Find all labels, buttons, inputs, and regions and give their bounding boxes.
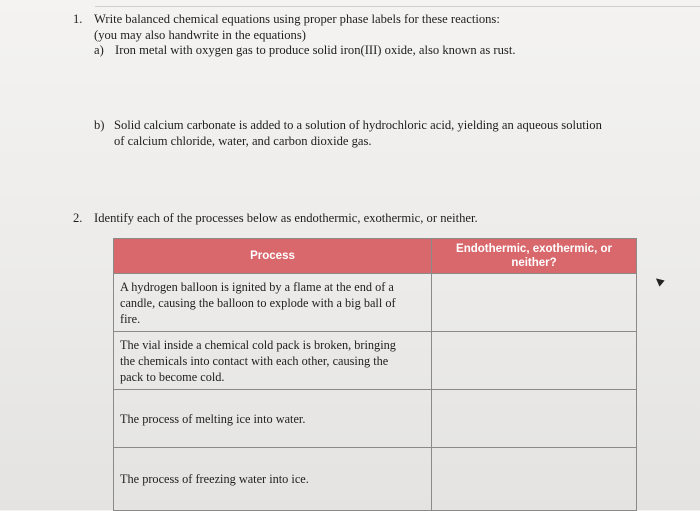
answer-cell[interactable] — [432, 332, 637, 390]
table-header-row — [114, 239, 637, 274]
part-b-label: b) — [94, 118, 105, 132]
process-text-line: the chemicals into contact with each other, causing the — [120, 353, 389, 368]
question-2-prompt: Identify each of the processes below as endothermic, exothermic, or neither. — [94, 211, 478, 225]
question-1-prompt: Write balanced chemical equations using proper phase labels for these reactions: — [94, 12, 500, 26]
table-row — [114, 332, 637, 390]
page-top-rule — [95, 6, 700, 7]
question-2-number: 2. — [73, 211, 83, 225]
process-cell — [114, 448, 432, 511]
answer-cell[interactable] — [432, 448, 637, 511]
table-row — [114, 274, 637, 332]
process-text-line: The vial inside a chemical cold pack is broken, bringing — [120, 337, 396, 352]
header-classification: Endothermic, exothermic, or neither? — [432, 239, 637, 274]
answer-cell[interactable] — [432, 274, 637, 332]
question-1-note: (you may also handwrite in the equations) — [94, 28, 306, 42]
table-row — [114, 448, 637, 511]
process-classification-table — [113, 238, 637, 511]
process-cell — [114, 274, 432, 332]
process-cell — [114, 390, 432, 448]
process-text-line: A hydrogen balloon is ignited by a flame at the end of a — [120, 279, 394, 294]
part-a-label: a) — [94, 43, 104, 57]
process-text-line: The process of freezing water into ice. — [120, 472, 309, 486]
part-b-text-line2: of calcium chloride, water, and carbon dioxide gas. — [114, 134, 372, 148]
header-process: Process — [114, 239, 432, 274]
part-b-text-line1: Solid calcium carbonate is added to a solution of hydrochloric acid, yielding an aqueous solution — [114, 118, 602, 132]
mouse-cursor-icon — [653, 275, 664, 286]
process-text-line: pack to become cold. — [120, 369, 225, 384]
part-a-text: Iron metal with oxygen gas to produce solid iron(III) oxide, also known as rust. — [115, 43, 516, 57]
table-row — [114, 390, 637, 448]
process-text-line: fire. — [120, 311, 141, 326]
answer-cell[interactable] — [432, 390, 637, 448]
process-text-line: The process of melting ice into water. — [120, 411, 306, 426]
process-cell — [114, 332, 432, 390]
process-text-line: candle, causing the balloon to explode with a big ball of — [120, 295, 396, 310]
question-1-number: 1. — [73, 12, 83, 26]
